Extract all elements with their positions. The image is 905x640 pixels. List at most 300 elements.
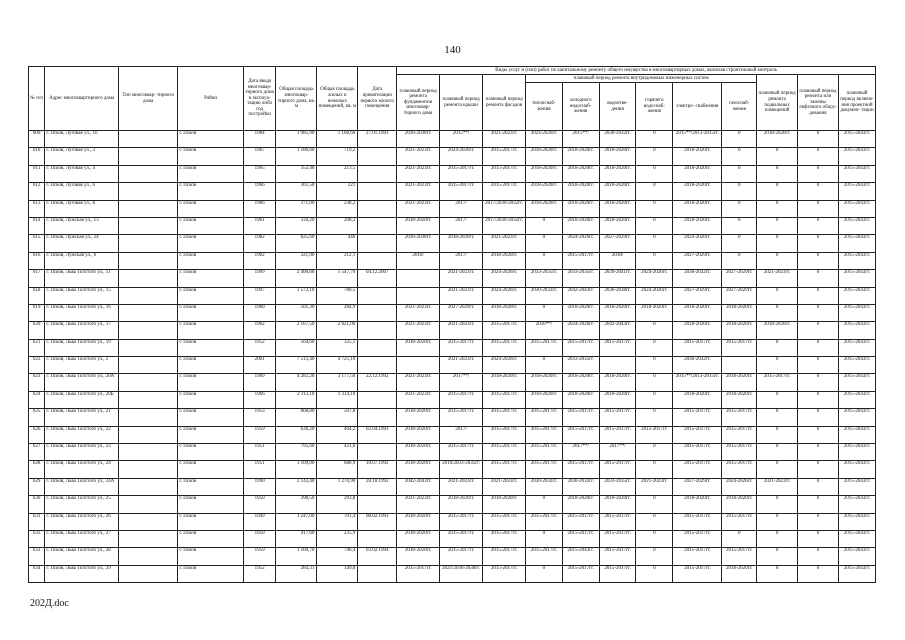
cell-gas: 2018-2020гг. — [722, 304, 757, 321]
cell-year: 1953 — [243, 409, 276, 426]
table-row — [29, 391, 876, 408]
cell-roof: 2021-2023гг. — [440, 322, 483, 339]
cell-living-area: 1 168,60 — [317, 131, 358, 148]
cell-heat: 0 — [526, 217, 563, 234]
cell-type — [119, 426, 178, 443]
cell-year: 1962 — [243, 252, 276, 269]
cell-lift: 0 — [798, 391, 839, 408]
table-row — [29, 461, 876, 478]
cell-lift: 0 — [798, 426, 839, 443]
cell-electro: 2018-2020гг. — [673, 496, 722, 513]
cell-num: 621 — [29, 339, 45, 356]
cell-year: 1990 — [243, 478, 276, 495]
header-electro: электро- снабжения — [673, 83, 722, 131]
cell-heat: 2030-2032гг. — [526, 287, 563, 304]
header-hot: горячего водоснаб- жения — [636, 83, 673, 131]
cell-district: г. Псков — [178, 478, 243, 495]
cell-roof: 2017/ — [440, 426, 483, 443]
cell-priv-date — [358, 409, 397, 426]
cell-electro: 2015-2017гг. — [673, 426, 722, 443]
cell-living-area: 701,4 — [317, 513, 358, 530]
cell-priv-date: 22.12.1992 — [358, 374, 397, 391]
cell-facade: 2015-2017гг. — [483, 530, 526, 547]
cell-foundation: 2018-2020гг. — [397, 217, 440, 234]
cell-heat: 0 — [526, 235, 563, 252]
cell-type — [119, 461, 178, 478]
cell-project: 2015-2043гг. — [838, 217, 875, 234]
cell-hot: 0 — [636, 409, 673, 426]
cell-facade: 2021-2023гг. — [483, 235, 526, 252]
cell-type — [119, 530, 178, 547]
cell-address: г. Псков, Льва Толстого ул., 22 — [45, 426, 119, 443]
cell-district: г. Псков — [178, 374, 243, 391]
cell-address: г. Псков, Луговая ул., 3 — [45, 148, 119, 165]
cell-hot: 0 — [636, 217, 673, 234]
cell-type — [119, 513, 178, 530]
cell-sewer: 2018-2020гг. — [599, 391, 636, 408]
header-total-area: Общая площадь многоквар- тирного дома, кв. м — [276, 67, 317, 131]
cell-project: 2015-2043гг. — [838, 548, 875, 565]
cell-foundation: 2021-2023гг. — [397, 496, 440, 513]
cell-type — [119, 478, 178, 495]
cell-lift: 0 — [798, 252, 839, 269]
cell-living-area: 325,1 — [317, 339, 358, 356]
cell-roof: 2017/ — [440, 217, 483, 234]
cell-sewer: 2017**/ — [599, 444, 636, 461]
cell-project: 2015-2043гг. — [838, 496, 875, 513]
cell-project: 2015-2043гг. — [838, 339, 875, 356]
cell-roof: 2015-2017гг. — [440, 409, 483, 426]
cell-foundation: 2021-2023гг. — [397, 183, 440, 200]
table-row — [29, 200, 876, 217]
cell-total-area: 7 513,40 — [276, 357, 317, 374]
cell-cold: 2024-2026гг. — [562, 235, 599, 252]
cell-address: г. Псков, Льва Толстого ул., 21 — [45, 409, 119, 426]
cell-priv-date — [358, 339, 397, 356]
cell-year: 1966 — [243, 183, 276, 200]
cell-basement: 0 — [757, 548, 798, 565]
cell-cold: 2018-2020гг. — [562, 148, 599, 165]
cell-district: г. Псков — [178, 444, 243, 461]
table-row — [29, 235, 876, 252]
cell-total-area: 668,80 — [276, 409, 317, 426]
cell-cold: 2030-2032гг. — [562, 478, 599, 495]
cell-priv-date: 02.04.1993 — [358, 426, 397, 443]
cell-address: г. Псков, Льва Толстого ул., 27 — [45, 530, 119, 547]
cell-priv-date: 27.01.1993 — [358, 131, 397, 148]
cell-total-area: 1 109,00 — [276, 461, 317, 478]
cell-address: г. Псков, Луговая ул., 1б — [45, 131, 119, 148]
cell-basement: 0 — [757, 357, 798, 374]
cell-lift: 0 — [798, 565, 839, 582]
cell-total-area: 636,20 — [276, 426, 317, 443]
cell-hot: 0 — [636, 444, 673, 461]
cell-gas: 0 — [722, 235, 757, 252]
header-gas: газоснаб- жения — [722, 83, 757, 131]
cell-district: г. Псков — [178, 496, 243, 513]
cell-cold: 2015-2017гг. — [562, 461, 599, 478]
cell-priv-date — [358, 530, 397, 547]
table-row — [29, 304, 876, 321]
cell-living-area: 213,5 — [317, 165, 358, 182]
cell-hot: 0 — [636, 357, 673, 374]
cell-district: г. Псков — [178, 148, 243, 165]
header-facade: плановый период ремонта фасадов — [483, 75, 526, 131]
cell-address: г. Псков, Льва Толстого ул., 19 — [45, 339, 119, 356]
cell-address: г. Псков, Льва Толстого ул., 20Б — [45, 391, 119, 408]
cell-facade: 2015-2017гг. — [483, 426, 526, 443]
cell-num: 620 — [29, 322, 45, 339]
cell-heat: 2024-2026гг. — [526, 131, 563, 148]
cell-heat: 0 — [526, 252, 563, 269]
cell-lift: 0 — [798, 200, 839, 217]
cell-address: г. Псков, Льва Толстого ул., 15 — [45, 287, 119, 304]
cell-facade: 2017/2030-2032гг. — [483, 200, 526, 217]
cell-lift: 0 — [798, 530, 839, 547]
cell-address: г. Псков, Льва Толстого ул., 2 — [45, 357, 119, 374]
cell-total-area: 398,50 — [276, 496, 317, 513]
header-lift: плановый период ремонта или замены лифтового обору- дования — [798, 75, 839, 131]
cell-sewer: 2015-2017гг. — [599, 565, 636, 582]
cell-district: г. Псков — [178, 322, 243, 339]
cell-facade: 2015-2017гг. — [483, 391, 526, 408]
header-group-title: Виды услуг и (или) работ по капитальному ремонту общего имущества в многоквартирных домах, включая строительный контроль — [397, 67, 876, 75]
cell-address: г. Псков, Льва Толстого ул., 28 — [45, 548, 119, 565]
cell-year: 1949 — [243, 513, 276, 530]
cell-hot: 0 — [636, 374, 673, 391]
cell-roof: 2015-2017гг. — [440, 183, 483, 200]
table-body — [29, 131, 876, 583]
cell-foundation: 2018-2020гг. — [397, 530, 440, 547]
cell-facade: 2015-2017гг. — [483, 322, 526, 339]
cell-heat: 2018-2020гг. — [526, 374, 563, 391]
cell-facade: 2015-2017гг. — [483, 339, 526, 356]
cell-year: 1966 — [243, 200, 276, 217]
cell-priv-date — [358, 287, 397, 304]
cell-basement: 2015-2017гг. — [757, 374, 798, 391]
cell-electro: 2030-2032гг. — [673, 270, 722, 287]
cell-project: 2015-2043гг. — [838, 530, 875, 547]
cell-sewer: 2015-2017гг. — [599, 530, 636, 547]
cell-cold: 2015-2017гг. — [562, 252, 599, 269]
cell-district: г. Псков — [178, 357, 243, 374]
cell-foundation: 2036-2038гг. — [397, 131, 440, 148]
cell-priv-date — [358, 165, 397, 182]
cell-hot: 2021-2023гг. — [636, 478, 673, 495]
cell-living-area: 1 314,10 — [317, 391, 358, 408]
cell-lift: 0 — [798, 374, 839, 391]
cell-total-area: 825,60 — [276, 235, 317, 252]
cell-heat: 0 — [526, 304, 563, 321]
cell-gas: 2015-2017гг. — [722, 409, 757, 426]
cell-facade: 2015-2017гг. — [483, 148, 526, 165]
cell-total-area: 352,40 — [276, 165, 317, 182]
cell-living-area: 780,5 — [317, 287, 358, 304]
header-basement: плановый период ремонта подвальных помещений — [757, 75, 798, 131]
cell-sewer: 2036-2038гг. — [599, 287, 636, 304]
cell-gas: 2027-2029гг. — [722, 270, 757, 287]
cell-lift: 0 — [798, 496, 839, 513]
cell-heat: 2018-2020гг. — [526, 148, 563, 165]
table-row — [29, 426, 876, 443]
cell-living-area: 1 276,90 — [317, 478, 358, 495]
cell-roof: 2021-2023гг. — [440, 478, 483, 495]
cell-cold: 2015-2017гг. — [562, 409, 599, 426]
cell-address: г. Псков, Луговая ул., 6 — [45, 183, 119, 200]
cell-hot: 0 — [636, 513, 673, 530]
cell-lift: 0 — [798, 183, 839, 200]
cell-year: 1984 — [243, 131, 276, 148]
cell-lift: 0 — [798, 270, 839, 287]
cell-sewer: 2018-2020гг. — [599, 304, 636, 321]
cell-lift: 0 — [798, 287, 839, 304]
cell-type — [119, 200, 178, 217]
cell-gas: 0 — [722, 200, 757, 217]
cell-gas: 0 — [722, 530, 757, 547]
cell-roof: 2015-2017гг. — [440, 165, 483, 182]
cell-district: г. Псков — [178, 287, 243, 304]
cell-cold: 2015-2043гг. — [562, 548, 599, 565]
cell-basement: 0 — [757, 304, 798, 321]
cell-lift: 0 — [798, 339, 839, 356]
cell-cold: 2018-2020гг. — [562, 374, 599, 391]
cell-cold: 2018-2020гг. — [562, 217, 599, 234]
cell-address: г. Псков, Льва Толстого ул., 20А — [45, 374, 119, 391]
table-row — [29, 183, 876, 200]
cell-living-area: 4 725,10 — [317, 357, 358, 374]
cell-facade: 2024-2026гг. — [483, 270, 526, 287]
cell-electro: 2018-2020гг. — [673, 322, 722, 339]
cell-facade: 2015-2017гг. — [483, 165, 526, 182]
cell-lift: 0 — [798, 304, 839, 321]
cell-electro: 2018-2020гг. — [673, 217, 722, 234]
table-header — [29, 67, 876, 131]
cell-total-area: 321,90 — [276, 252, 317, 269]
cell-year: 1959 — [243, 426, 276, 443]
cell-year: 1999 — [243, 270, 276, 287]
cell-sewer: 2018-2020гг. — [599, 496, 636, 513]
cell-basement: 2021-2023гг. — [757, 478, 798, 495]
cell-roof: 2017/ — [440, 252, 483, 269]
cell-sewer: 2015-2017гг. — [599, 548, 636, 565]
cell-district: г. Псков — [178, 461, 243, 478]
cell-roof: 2015-2017гг. — [440, 391, 483, 408]
cell-facade: 2015-2017гг. — [483, 548, 526, 565]
cell-living-area: 2 021,00 — [317, 322, 358, 339]
cell-facade: 2021-2023гг. — [483, 131, 526, 148]
cell-priv-date: 10.07.1992 — [358, 461, 397, 478]
cell-heat: 2015-2017гг. — [526, 409, 563, 426]
cell-priv-date — [358, 357, 397, 374]
cell-project: 2015-2043гг. — [838, 426, 875, 443]
cell-total-area: 2 143,40 — [276, 478, 317, 495]
cell-hot: 0 — [636, 461, 673, 478]
cell-basement: 2018-2020гг. — [757, 131, 798, 148]
cell-basement: 0 — [757, 426, 798, 443]
cell-roof: 2021-2023гг. — [440, 287, 483, 304]
cell-basement: 0 — [757, 287, 798, 304]
cell-project: 2015-2043гг. — [838, 200, 875, 217]
cell-gas: 0 — [722, 148, 757, 165]
cell-hot: 2024-2026гг. — [636, 270, 673, 287]
cell-year: 1967 — [243, 148, 276, 165]
cell-living-area: 3 177,50 — [317, 374, 358, 391]
cell-sewer: 2030-2032гг. — [599, 131, 636, 148]
cell-type — [119, 322, 178, 339]
cell-electro: 2015-2017гг. — [673, 339, 722, 356]
cell-foundation: 2021-2023гг. — [397, 391, 440, 408]
cell-type — [119, 444, 178, 461]
cell-living-area: 597,8 — [317, 409, 358, 426]
cell-facade: 2017/2030-2032гг. — [483, 217, 526, 234]
cell-basement: 0 — [757, 148, 798, 165]
table-row — [29, 287, 876, 304]
cell-foundation — [397, 287, 440, 304]
cell-project: 2015-2043гг. — [838, 357, 875, 374]
cell-roof: 2015-2017гг. — [440, 339, 483, 356]
cell-total-area: 1 247,00 — [276, 513, 317, 530]
cell-electro: 2018-2020гг. — [673, 304, 722, 321]
cell-roof: 2018-2020гг. — [440, 496, 483, 513]
cell-lift: 0 — [798, 548, 839, 565]
cell-living-area: 238,2 — [317, 200, 358, 217]
cell-hot: 0 — [636, 548, 673, 565]
header-project: плановый период включе- ния проектной докумен- тации — [838, 75, 875, 131]
cell-project: 2015-2043гг. — [838, 287, 875, 304]
cell-num: 623 — [29, 374, 45, 391]
cell-facade: 2015-2017гг. — [483, 461, 526, 478]
cell-facade: 2015-2017гг. — [483, 444, 526, 461]
cell-priv-date: 28.10.1992 — [358, 478, 397, 495]
cell-address: г. Псков, Льва Толстого ул., 29 — [45, 565, 119, 582]
cell-electro: 2018-2020гг. — [673, 183, 722, 200]
cell-roof: 2015-2017гг. — [440, 548, 483, 565]
cell-priv-date — [358, 148, 397, 165]
cell-heat: 2015-2017гг. — [526, 426, 563, 443]
cell-hot: 0 — [636, 339, 673, 356]
cell-sewer: 2018/ — [599, 252, 636, 269]
cell-year: 1950 — [243, 530, 276, 547]
cell-foundation: 2018-2020гг. — [397, 444, 440, 461]
cell-heat: 0 — [526, 357, 563, 374]
cell-cold: 2015-2017гг. — [562, 513, 599, 530]
cell-num: 634 — [29, 565, 45, 582]
cell-basement: 0 — [757, 200, 798, 217]
cell-foundation: 2042-2043гг. — [397, 478, 440, 495]
cell-electro: 2015-2017гг. — [673, 548, 722, 565]
cell-year: 1951 — [243, 461, 276, 478]
cell-roof: 2017**/ — [440, 374, 483, 391]
cell-heat: 2030-2032гг. — [526, 478, 563, 495]
cell-project: 2015-2043гг. — [838, 235, 875, 252]
cell-hot: 0 — [636, 322, 673, 339]
cell-lift: 0 — [798, 235, 839, 252]
cell-facade: 2015-2017гг. — [483, 565, 526, 582]
cell-roof: 2024-2026гг. — [440, 148, 483, 165]
cell-district: г. Псков — [178, 530, 243, 547]
cell-heat: 2018-2020гг. — [526, 165, 563, 182]
table-row — [29, 409, 876, 426]
cell-foundation: 2021-2023гг. — [397, 304, 440, 321]
cell-project: 2015-2043гг. — [838, 131, 875, 148]
cell-foundation: 2021-2023гг. — [397, 165, 440, 182]
cell-hot: 2018-2020гг. — [636, 304, 673, 321]
cell-living-area: 421,6 — [317, 444, 358, 461]
cell-num: 616 — [29, 252, 45, 269]
header-foundation: плановый период ремонта фундаментов многоквар- тирного дома — [397, 75, 440, 131]
cell-foundation: 2021-2023гг. — [397, 322, 440, 339]
cell-gas: 2018-2020гг. — [722, 374, 757, 391]
cell-priv-date — [358, 252, 397, 269]
cell-total-area: 334,20 — [276, 217, 317, 234]
table-row — [29, 530, 876, 547]
cell-year: 1966 — [243, 391, 276, 408]
cell-electro: 2027-2029гг. — [673, 478, 722, 495]
cell-type — [119, 548, 178, 565]
table-row — [29, 252, 876, 269]
header-sewer: водоотве- дения — [599, 83, 636, 131]
cell-num: 629 — [29, 478, 45, 495]
cell-project: 2015-2043гг. — [838, 183, 875, 200]
cell-cold: 2042-2043гг. — [562, 287, 599, 304]
cell-gas: 0 — [722, 165, 757, 182]
cell-sewer: 2027-2029гг. — [599, 235, 636, 252]
cell-num: 627 — [29, 444, 45, 461]
table-row — [29, 478, 876, 495]
cell-gas: 2015-2017гг. — [722, 444, 757, 461]
cell-type — [119, 565, 178, 582]
cell-lift: 0 — [798, 409, 839, 426]
cell-electro: 2024-2026гг. — [673, 235, 722, 252]
cell-sewer: 2015-2017гг. — [599, 409, 636, 426]
cell-hot: 0 — [636, 148, 673, 165]
table-row — [29, 217, 876, 234]
cell-num: 630 — [29, 496, 45, 513]
cell-total-area: 501,30 — [276, 304, 317, 321]
cell-priv-date — [358, 183, 397, 200]
cell-gas: 2024-2026гг. — [722, 478, 757, 495]
cell-heat: 2015-2017гг. — [526, 339, 563, 356]
cell-district: г. Псков — [178, 513, 243, 530]
cell-priv-date — [358, 200, 397, 217]
cell-gas: 0 — [722, 131, 757, 148]
cell-cold: 2033-2035гг. — [562, 270, 599, 287]
cell-electro: 2018-2020гг. — [673, 391, 722, 408]
cell-gas: 2018-2020гг. — [722, 391, 757, 408]
cell-total-area: 361,50 — [276, 183, 317, 200]
cell-num: 625 — [29, 409, 45, 426]
cell-foundation: 2018/ — [397, 252, 440, 269]
cell-gas — [722, 357, 757, 374]
cell-type — [119, 391, 178, 408]
cell-sewer: 2018-2020гг. — [599, 374, 636, 391]
cell-roof: 2016/2033-2035гг. — [440, 461, 483, 478]
header-num: № п/п — [29, 67, 45, 131]
cell-foundation — [397, 357, 440, 374]
cell-electro: 2030-2032гг. — [673, 357, 722, 374]
cell-heat: 2015-2017гг. — [526, 513, 563, 530]
cell-project: 2015-2043гг. — [838, 565, 875, 582]
cell-living-area: 404,2 — [317, 426, 358, 443]
table-row — [29, 513, 876, 530]
cell-living-area: 235,9 — [317, 530, 358, 547]
cell-year: 1950 — [243, 496, 276, 513]
cell-num: 624 — [29, 391, 45, 408]
cell-project: 2015-2043гг. — [838, 304, 875, 321]
cell-gas: 2015-2017гг. — [722, 461, 757, 478]
cell-foundation: 2036-2038гг. — [397, 235, 440, 252]
cell-basement: 0 — [757, 409, 798, 426]
